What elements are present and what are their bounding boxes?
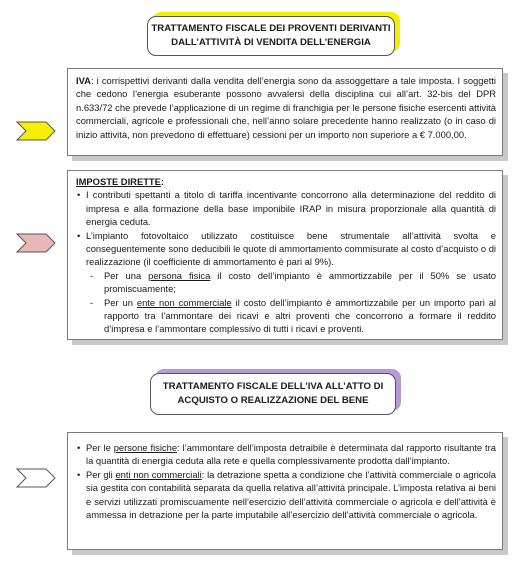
section2-title-line2: ACQUISTO O REALIZZAZIONE DEL BENE xyxy=(177,395,369,406)
dirette-heading: IMPOSTE DIRETTE: xyxy=(76,176,165,187)
white-arrow-icon xyxy=(16,468,56,488)
section1-title-line1: TRATTAMENTO FISCALE DEI PROVENTI DERIVANTI xyxy=(151,23,391,34)
dirette-sub-2: - Per un ente non commerciale il costo dell’impianto è ammortizzabile per un importo pari al rapporto tra l’ammontare dei ricavi e altri proventi che concorrono a formare il reddito d’impresa e l’ammontare complessivo di tutti i ricavi e proventi. xyxy=(76,296,496,336)
iva-box xyxy=(67,68,503,156)
iva2-bullet-1: • Per le persone fisiche: l’ammontare dell’imposta detraibile è determinata dal rapporto risultante tra la quantità di energia ceduta alla rete e quella complessivamente prodotta dall’impianto. xyxy=(76,441,496,468)
section1-title xyxy=(147,16,395,56)
iva2-box xyxy=(67,432,503,550)
dirette-sub-1: - Per una persona fisica il costo dell’impianto è ammortizzabile per il 50% se usato promiscuamente; xyxy=(76,269,496,296)
section2-title xyxy=(150,373,396,415)
iva-label: IVA xyxy=(76,75,91,86)
yellow-arrow-icon xyxy=(16,121,56,141)
section2-title-line1: TRATTAMENTO FISCALE DELL’IVA ALL’ATTO DI xyxy=(162,381,384,392)
pink-arrow-icon xyxy=(16,233,56,253)
dirette-bullet-1: • I contributi spettanti a titolo di tariffa incentivante concorrono alla determinazione del reddito di impresa e alla formazione della base imponibile IRAP in misura proporzionale alla quantità di energia ceduta. xyxy=(76,188,496,228)
dirette-box xyxy=(67,170,503,340)
section1-title-line2: DALL’ATTIVITÀ DI VENDITA DELL’ENERGIA xyxy=(171,37,371,48)
iva-text: : i corrispettivi derivanti dalla vendita dell’energia sono da assoggettare a tale imposta. I soggetti che cedono l’energia esuberante possono avvalersi della disciplina cui all’art. 32-bis del DPR n.633/72 che prevede l’applicazione di un regime di franchigia per le persone fisiche esercenti attività commerciali, agricole e professionali che, nell’anno solare precedente hanno realizzato (o in caso di inizio attività, non prevedono di effettuare) cessioni per un importo non superiore a € 7.000,00. xyxy=(76,75,496,140)
dirette-bullet-2: • L’impianto fotovoltaico utilizzato costituisce bene strumentale all’attività svolta e conseguentemente sono deducibili le quote di ammortamento commisurate al costo d’acquisto o di realizzazione (il coefficiente di ammortamento è pari al 9%). xyxy=(76,229,496,269)
iva2-bullet-2: • Per gli enti non commerciali: la detrazione spetta a condizione che l’attività commerciale o agricola sia gestita con contabilità separata da quella relativa all’attività principale. L’imposta relativa ai beni e servizi utilizzati promiscuamente nell’esercizio dell’attività commerciale o agricola e dell’attività è ammessa in detrazione per la parte imputabile all’esercizio dell’attività commerciale o agricola. xyxy=(76,468,496,522)
